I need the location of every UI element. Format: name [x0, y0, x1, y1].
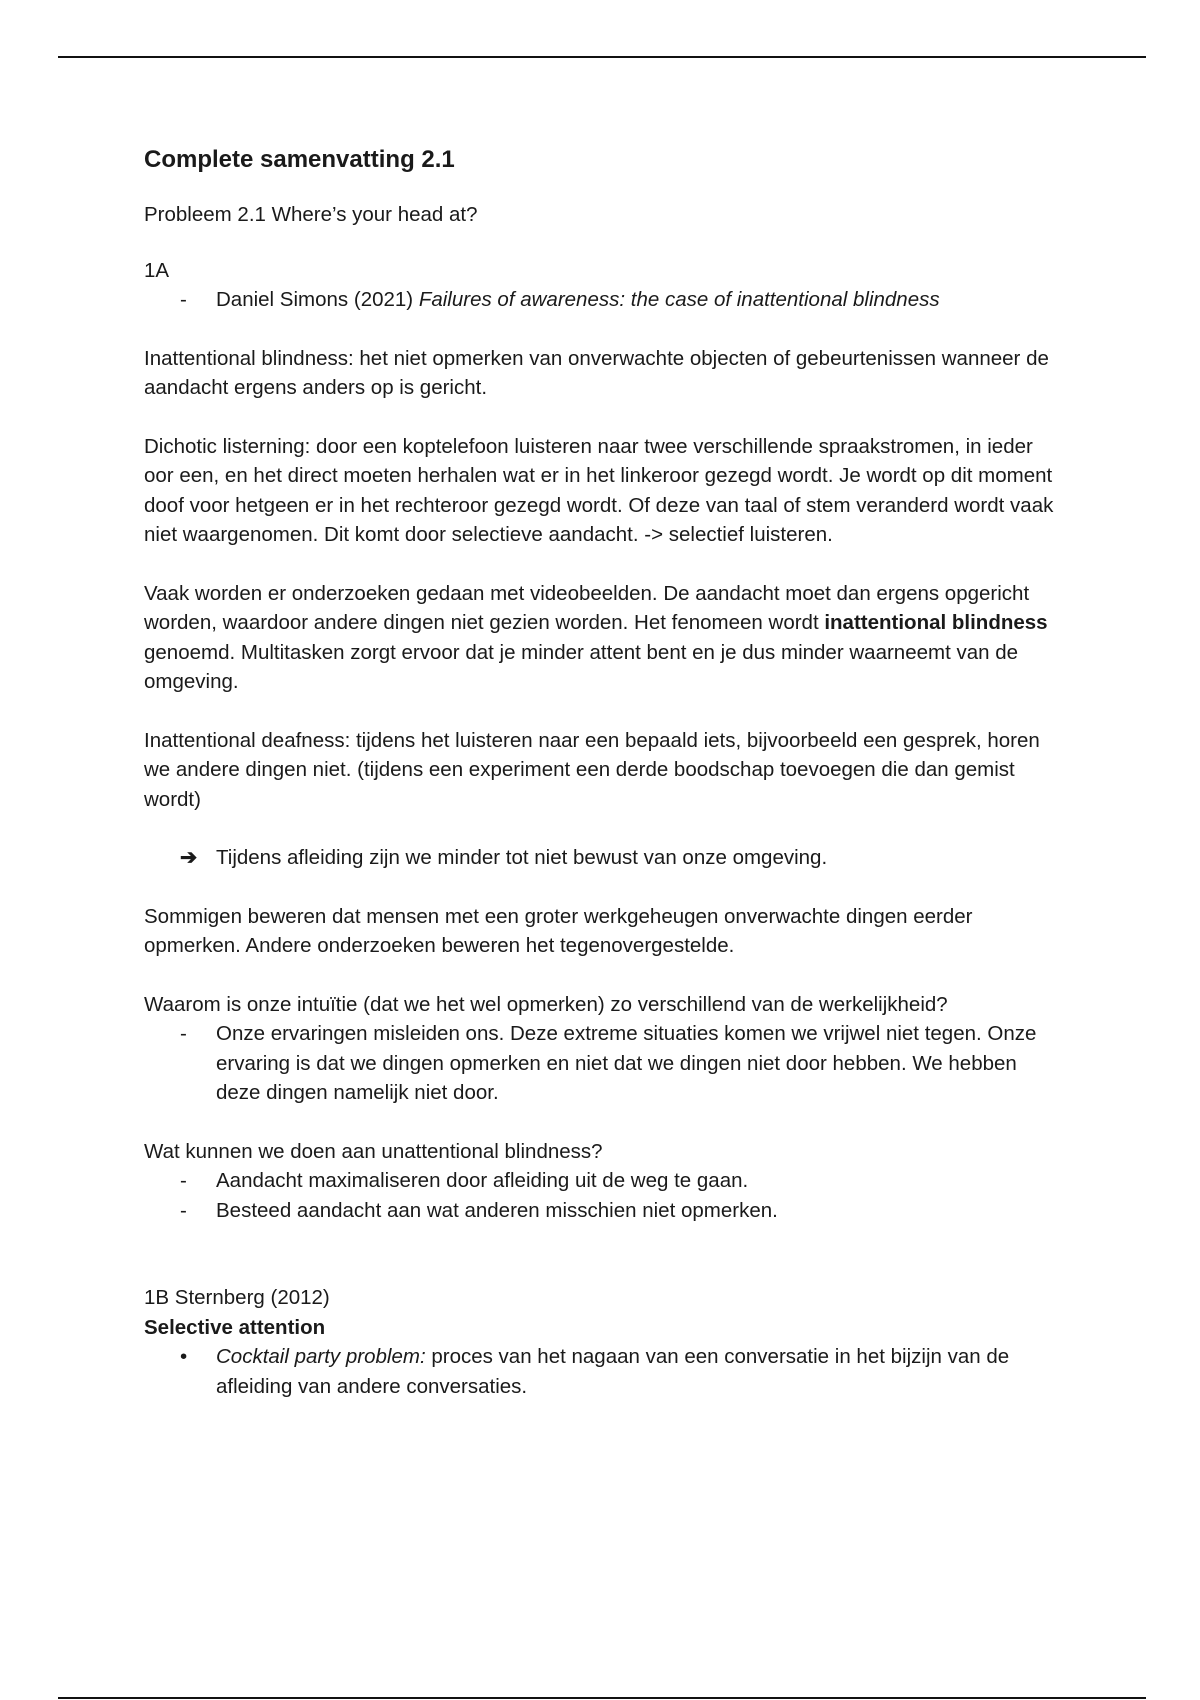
paragraph-inattentional-deafness: Inattentional deafness: tijdens het luisteren naar een bepaald iets, bijvoorbeeld een gesprek, horen we andere dingen niet. (tijdens een experiment een derde boodschap toevoegen die dan gemist wordt) [144, 728, 1040, 811]
video-text-2: genoemd. Multitasken zorgt ervoor dat je minder attent bent en je dus minder waarneemt van de omgeving. [144, 640, 1019, 693]
top-rule [58, 56, 1146, 58]
heading-selective-attention: Selective attention [144, 1315, 326, 1339]
arrow-icon: ➔ [180, 846, 198, 869]
dash-marker: - [180, 1022, 187, 1045]
problem-heading: Probleem 2.1 Where’s your head at? [144, 203, 478, 226]
arrow-conclusion [144, 843, 1064, 873]
document-title: Complete samenvatting 2.1 [144, 146, 455, 173]
bullet-marker: • [180, 1345, 188, 1368]
reference-title: Failures of awareness: the case of inattentional blindness [418, 288, 940, 311]
paragraph-inattentional-blindness: Inattentional blindness: het niet opmerken van onverwachte objecten of gebeurtenissen wanneer de aandacht ergens anders op is gericht. [144, 346, 1049, 399]
dash-marker: - [180, 1198, 187, 1222]
paragraph-video-research [144, 579, 1064, 697]
intuition-list [144, 1019, 1064, 1108]
list-item [144, 1166, 1064, 1196]
reference-list [144, 285, 1064, 315]
cocktail-text: proces van het nagaan van een conversatie in het bijzijn van de afleiding van andere conversaties. [216, 1345, 1010, 1398]
video-bold-term: inattentional blindness [824, 611, 1048, 634]
paragraph-dichotic-listening: Dichotic listerning: door een koptelefoon luisteren naar twee verschillende spraakstromen, in ieder oor een, en het direct moeten herhalen wat er in het linkeroor gezegd wordt. Je wordt op dit moment doof voor hetgeen er in het rechteroor gezegd wordt. Of deze van taal of stem veranderd wordt vaak niet waargenomen. Dit komt door selectieve aandacht. -> selectief luisteren. [144, 434, 1054, 546]
reference-author: Daniel Simons (2021) [216, 288, 419, 311]
arrow-text: Tijdens afleiding zijn we minder tot niet bewust van onze omgeving. [216, 846, 828, 869]
list-item [144, 285, 1064, 315]
question-intuition: Waarom is onze intuïtie (dat we het wel opmerken) zo verschillend van de werkelijkheid? [144, 992, 948, 1016]
question-what-to-do: Wat kunnen we doen aan unattentional blindness? [144, 1139, 603, 1163]
list-item [144, 1196, 1064, 1226]
list-item [144, 1019, 1064, 1108]
cocktail-term: Cocktail party problem: [216, 1345, 426, 1368]
document-page [144, 144, 1064, 1401]
video-text-1: Vaak worden er onderzoeken gedaan met videobeelden. De aandacht moet dan ergens opgericht worden, waardoor andere dingen niet gezien worden. Het fenomeen wordt [144, 581, 1030, 634]
section-1b-label: 1B Sternberg (2012) [144, 1286, 330, 1309]
list-item-text: Besteed aandacht aan wat anderen misschien niet opmerken. [216, 1198, 778, 1222]
what-to-do-list [144, 1166, 1064, 1225]
list-item-text: Onze ervaringen misleiden ons. Deze extreme situaties komen we vrijwel niet tegen. Onze ervaring is dat we dingen opmerken en niet dat we dingen niet door hebben. We hebben deze dingen namelijk niet door. [216, 1022, 1037, 1104]
bottom-rule [58, 1697, 1146, 1699]
paragraph-working-memory: Sommigen beweren dat mensen met een groter werkgeheugen onverwachte dingen eerder opmerken. Andere onderzoeken beweren het tegenovergestelde. [144, 904, 973, 957]
list-item [144, 1342, 1064, 1401]
dash-marker: - [180, 288, 187, 311]
section-1a-label: 1A [144, 258, 170, 282]
list-item-text: Aandacht maximaliseren door afleiding uit de weg te gaan. [216, 1169, 749, 1192]
dash-marker: - [180, 1169, 187, 1192]
cocktail-list [144, 1342, 1064, 1401]
